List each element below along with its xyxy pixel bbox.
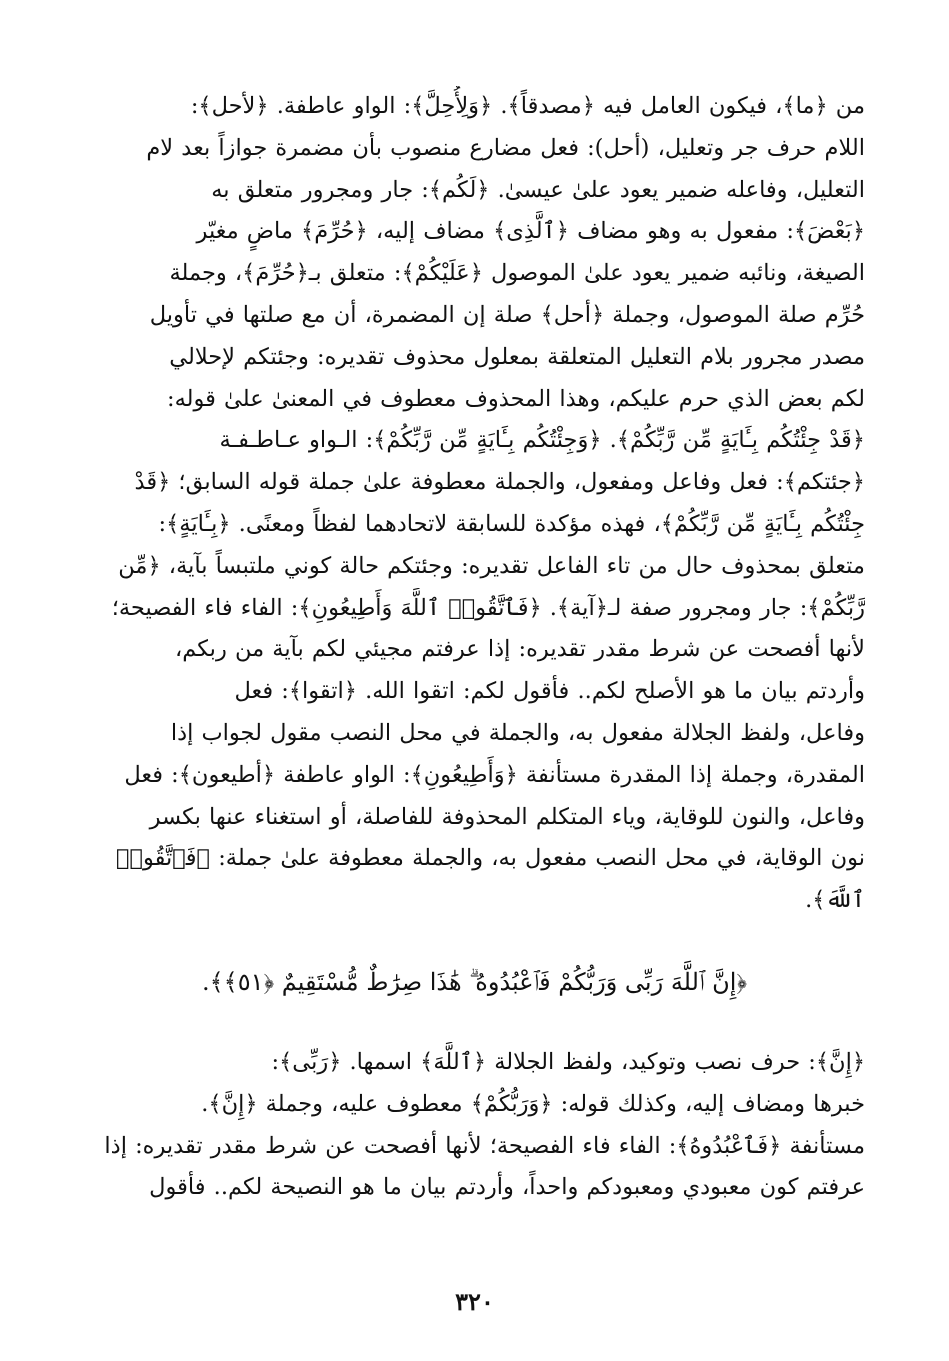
text-line: ٱللَّهَ﴾. bbox=[805, 887, 865, 914]
text-line: ﴿قَدْ جِئْتُكُم بِـَٔايَةٍ مِّن رَّبِّكُمْ﴾. ﴿وَجِئْتُكُم بِـَٔايَةٍ مِّن رَّبِّكُمْ﴾: الـواو عـاطـفـة bbox=[219, 427, 865, 454]
quran-verse: ﴿إِنَّ ٱللَّهَ رَبِّى وَرَبُّكُمْ فَٱعْبُدُوهُ ۗ هَٰذَا صِرَٰطٌ مُّسْتَقِيمٌ ﴿٥١﴾﴾. bbox=[201, 967, 747, 996]
text-line: لأنها أفصحت عن شرط مقدر تقديره: إذا عرفتم مجيئي لكم بآية من ربكم، bbox=[175, 636, 865, 663]
paragraph-2 bbox=[84, 1042, 865, 1209]
text-line: المقدرة، وجملة إذا المقدرة مستأنفة ﴿وَأَطِيعُونِ﴾: الواو عاطفة ﴿أطيعون﴾: فعل bbox=[124, 761, 865, 788]
text-line: الصيغة، ونائبه ضمير يعود علىٰ الموصول ﴿عَلَيْكُمْ﴾: متعلق بـ﴿حُرِّمَ﴾، وجملة bbox=[169, 260, 865, 287]
text-line: عرفتم كون معبودي ومعبودكم واحداً، وأردتم بيان ما هو النصيحة لكم.. فأقول bbox=[149, 1174, 865, 1201]
text-line: ﴿جئتكم﴾: فعل وفاعل ومفعول، والجملة معطوفة علىٰ جملة قوله السابق؛ ﴿قَدْ bbox=[134, 469, 865, 496]
text-line: اللام حرف جر وتعليل، (أحل): فعل مضارع منصوب بأن مضمرة جوازاً بعد لام bbox=[146, 134, 865, 161]
text-line: وأردتم بيان ما هو الأصلح لكم.. فأقول لكم: اتقوا الله. ﴿اتقوا﴾: فعل bbox=[234, 678, 865, 705]
text-line: وفاعل، ولفظ الجلالة مفعول به، والجملة في محل النصب مقول لجواب إذا bbox=[170, 719, 865, 746]
text-line: ﴿بَعْضَ﴾: مفعول به وهو مضاف ﴿ٱلَّذِى﴾ مضاف إليه، ﴿حُرِّمَ﴾ ماضٍ مغيّر bbox=[196, 218, 865, 245]
text-line: مستأنفة ﴿فَٱعْبُدُوهُ﴾: الفاء فاء الفصيحة؛ لأنها أفصحت عن شرط مقدر تقديره: إذا bbox=[104, 1132, 865, 1159]
text-line: لكم بعض الذي حرم عليكم، وهذا المحذوف معطوف في المعنىٰ علىٰ قوله: bbox=[167, 385, 865, 412]
text-line: وفاعل، والنون للوقاية، وياء المتكلم المحذوفة للفاصلة، أو استغناء عنها بكسر bbox=[149, 803, 865, 830]
text-line: مصدر مجرور بلام التعليل المتعلقة بمعلول محذوف تقديره: وجئتكم لإحلالي bbox=[169, 343, 865, 370]
text-line: حُرِّم صلة الموصول، وجملة ﴿أحل﴾ صلة إن المضمرة، أن مع صلتها في تأويل bbox=[149, 301, 865, 328]
text-line: نون الوقاية، في محل النصب مفعول به، والجملة معطوفة علىٰ جملة: ﴿فَٱتَّقُوا۟ bbox=[116, 845, 865, 872]
text-line: رَّبِّكُمْ﴾: جار ومجرور صفة لـ﴿آية﴾. ﴿فَٱتَّقُوا۟ ٱللَّهَ وَأَطِيعُونِ﴾: الفاء فاء الفصيحة؛ bbox=[111, 594, 865, 621]
paragraph-1 bbox=[84, 86, 865, 922]
text-line: التعليل، وفاعله ضمير يعود علىٰ عيسىٰ. ﴿لَكُم﴾: جار ومجرور متعلق به bbox=[211, 176, 865, 203]
text-line: من ﴿ما﴾، فيكون العامل فيه ﴿مصدقاً﴾. ﴿وَلِأُحِلَّ﴾: الواو عاطفة. ﴿لأحل﴾: bbox=[190, 93, 865, 119]
page-number: ٣٢٠ bbox=[455, 1287, 494, 1316]
text-line: ﴿إِنَّ﴾: حرف نصب وتوكيد، ولفظ الجلالة ﴿ٱللَّهَ﴾ اسمها. ﴿رَبِّى﴾: bbox=[271, 1048, 865, 1075]
text-line: جِئْتُكُم بِـَٔايَةٍ مِّن رَّبِّكُمْ﴾، فهذه مؤكدة للسابقة لاتحادهما لفظاً ومعنًى. ﴿بِـَٔايَةٍ﴾: bbox=[158, 510, 865, 537]
text-line: متعلق بمحذوف حال من تاء الفاعل تقديره: وجئتكم حالة كوني ملتبساً بآية، ﴿مِّن bbox=[118, 552, 865, 579]
text-line: خبرها ومضاف إليه، وكذلك قوله: ﴿وَرَبُّكُمْ﴾ معطوف عليه، وجملة ﴿إِنَّ﴾. bbox=[201, 1090, 865, 1117]
